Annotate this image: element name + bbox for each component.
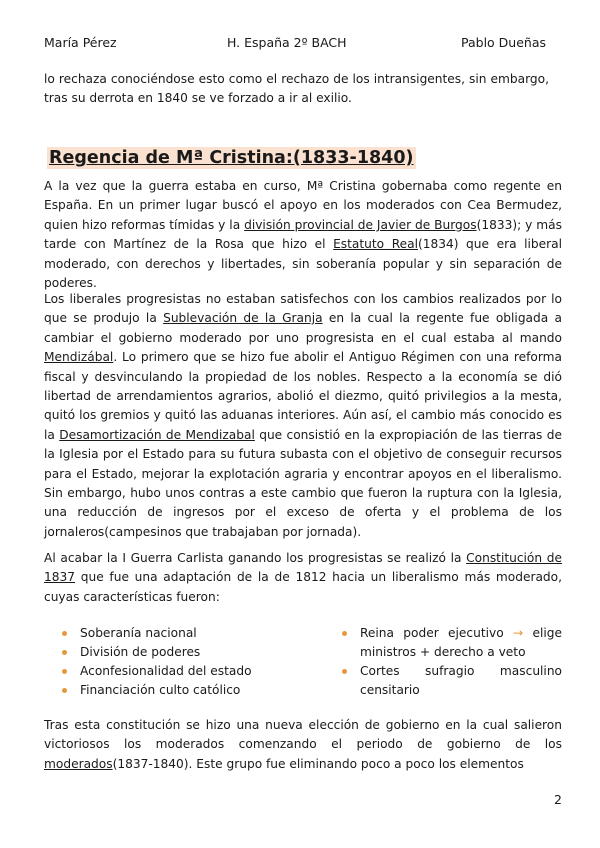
underlined-term: división provincial de Javier de Burgos — [244, 217, 477, 232]
underlined-term: Sublevación de la Granja — [163, 311, 323, 326]
text-run: (1833); y más tarde con Martínez de la Rosa que hizo el — [44, 217, 562, 252]
paragraph-moderados — [44, 716, 562, 774]
underlined-term: Mendizábal — [44, 350, 114, 365]
header-author-right: Pablo Dueñas — [461, 35, 546, 50]
list-item — [60, 624, 300, 643]
arrow-right-icon: → — [512, 626, 524, 640]
list-item-text: Reina poder ejecutivo — [360, 626, 513, 640]
text-run: que fue una adaptación de la de 1812 hacia un liberalismo más moderado, cuyas características fueron: — [44, 570, 562, 604]
features-list-left — [60, 624, 300, 700]
bullet-icon — [62, 631, 67, 636]
list-item-text: Cortes sufragio masculino censitario — [360, 664, 562, 697]
list-item-text: Financiación culto católico — [80, 683, 241, 697]
list-item-text: Soberanía nacional — [80, 626, 197, 640]
underlined-term: moderados — [44, 756, 113, 771]
list-item-text: elige ministros + derecho a veto — [360, 626, 562, 659]
intro-paragraph: lo rechaza conociéndose esto como el rechazo de los intransigentes, sin embargo, tras su derrota en 1840 se ve forzado a ir al exilio. — [44, 72, 549, 106]
text-run: Los liberales progresistas no estaban satisfechos con los cambios realizados por lo que se produjo la — [44, 292, 562, 326]
list-item — [340, 624, 562, 662]
text-run: en la cual la regente fue obligada a cambiar el gobierno moderado por uno progresista en el cual estaba al mando — [44, 311, 562, 345]
list-item — [60, 643, 300, 662]
section-title: Regencia de Mª Cristina:(1833-1840) — [49, 148, 414, 168]
paragraph-regencia — [44, 177, 562, 293]
header-author-left: María Pérez — [44, 35, 117, 50]
bullet-icon — [62, 688, 67, 693]
paragraph-constitucion — [44, 549, 562, 607]
bullet-icon — [342, 631, 347, 636]
bullet-icon — [342, 669, 347, 674]
header-course: H. España 2º BACH — [227, 35, 347, 50]
text-run: (1834) que era liberal moderado, con derechos y libertades, sin soberanía popular y sin separación de poderes. — [44, 237, 562, 291]
list-item — [60, 681, 300, 700]
page-number: 2 — [554, 792, 562, 807]
text-run: Tras esta constitución se hizo una nueva elección de gobierno en la cual salieron victoriosos los moderados comenzando el periodo de gobierno de los — [44, 718, 562, 752]
underlined-term: Desamortización de Mendizabal — [59, 427, 255, 442]
list-item — [340, 662, 562, 700]
page-header — [44, 35, 546, 53]
text-run: que consistió en la expropiación de las tierras de la Iglesia por el Estado para su futura subasta con el objetivo de conseguir recursos para el Estado, mejorar la explotación agraria y encontrar apoyos en el liberalismo. Sin embargo, hubo unos contras a este cambio que fueron la ruptura con la Iglesia, una reducción de ingresos por el exceso de oferta y el problema de los jornaleros(campesinos que trabajaban por jornada). — [44, 427, 562, 539]
text-run: A la vez que la guerra estaba en curso, Mª Cristina gobernaba como regente en España. En un primer lugar buscó el apoyo en los moderados con Cea Bermudez, quien hizo reformas tímidas y la — [44, 179, 562, 232]
text-run: (1837-1840). Este grupo fue eliminando poco a poco los elementos — [112, 756, 524, 771]
text-run: Al acabar la I Guerra Carlista ganando los progresistas se realizó la — [44, 551, 467, 565]
underlined-term: Estatuto Real — [333, 237, 418, 252]
list-item-text: División de poderes — [80, 645, 201, 659]
list-item-text: Aconfesionalidad del estado — [80, 664, 252, 678]
paragraph-progresistas — [44, 290, 562, 542]
list-item — [60, 662, 300, 681]
features-list-right — [340, 624, 562, 700]
underlined-term: Constitución de 1837 — [44, 551, 562, 585]
bullet-icon — [62, 669, 67, 674]
text-run: . Lo primero que se hizo fue abolir el Antiguo Régimen con una reforma fiscal y desvinculando la propiedad de los nobles. Respecto a la economía se dió libertad de arrendamientos agrarios, abolió el diezmo, quitó privilegios a la mesta, quitó los gremios y quitó las aduanas interiores. Aún así, el cambio más conocido es la — [44, 350, 562, 442]
bullet-icon — [62, 650, 67, 655]
